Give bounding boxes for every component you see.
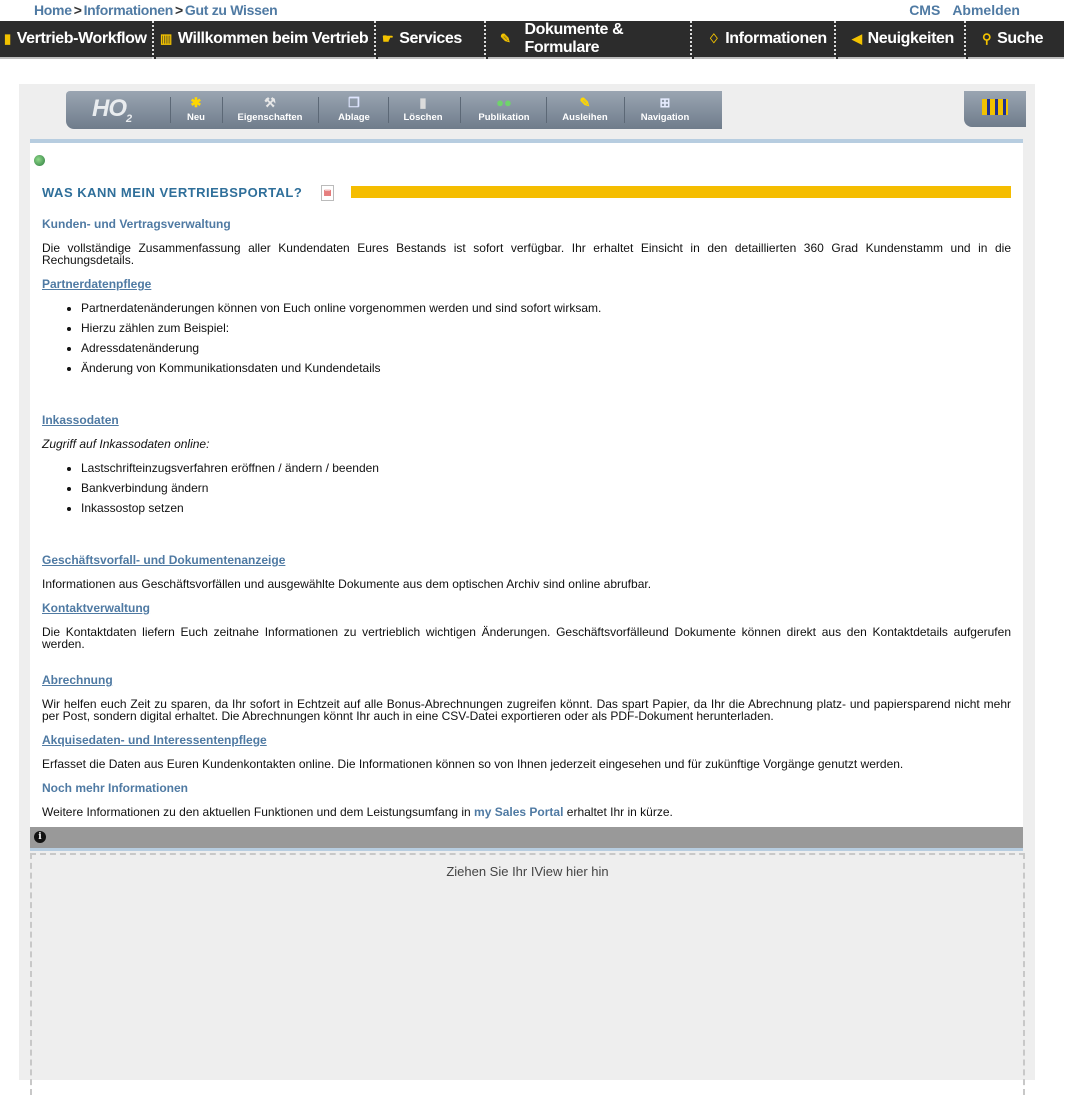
thumbs-up-icon: ☛ bbox=[382, 31, 394, 46]
breadcrumb-home[interactable]: Home bbox=[34, 2, 72, 18]
search-icon: ⚲ bbox=[982, 31, 992, 46]
content-panel bbox=[19, 84, 1035, 1080]
tool-loeschen[interactable] bbox=[396, 94, 450, 123]
nav-welcome[interactable] bbox=[156, 21, 374, 59]
language-button[interactable] bbox=[964, 91, 1026, 127]
info-bar bbox=[30, 827, 1023, 851]
editor-toolbar bbox=[66, 91, 722, 129]
my-sales-portal-link[interactable]: my Sales Portal bbox=[474, 805, 564, 819]
nav-search-label: Suche bbox=[997, 30, 1044, 47]
section-text: Wir helfen euch Zeit zu sparen, da Ihr sofort in Echtzeit auf alle Bonus-Abrechnungen zugreifen könnt. Das spart Papier, da Ihr die Abrechnung platz- und papiersparend nicht mehr per Post, sondern digital erhaltet. Die Abrechnungen könnt Ihr auch in eine CSV-Datei exportieren oder als PDF-Dokument herunterladen. bbox=[42, 697, 1011, 723]
toolbar-divider bbox=[460, 97, 461, 123]
properties-icon: ⚒ bbox=[264, 95, 276, 110]
nav-news[interactable] bbox=[838, 21, 964, 59]
logo-text: HO bbox=[92, 95, 126, 122]
section-heading: Noch mehr Informationen bbox=[42, 781, 189, 795]
section-link[interactable]: Abrechnung bbox=[42, 673, 113, 687]
section-text: Erfasset die Daten aus Euren Kundenkontakten online. Die Informationen können so von Ihnen jederzeit eingesehen und für zukünftige Vorgänge genutzt werden. bbox=[42, 757, 904, 771]
tool-publikation-label: Publikation bbox=[478, 112, 530, 123]
section-link[interactable]: Geschäftsvorfall- und Dokumentenanzeige bbox=[42, 553, 286, 567]
tool-navigation-label: Navigation bbox=[640, 112, 690, 123]
section-link[interactable]: Akquisedaten- und Interessentenpflege bbox=[42, 733, 267, 747]
tool-eigenschaften-label: Eigenschaften bbox=[237, 112, 303, 123]
globe-icon[interactable] bbox=[34, 155, 45, 166]
ho2-logo bbox=[92, 95, 131, 125]
breadcrumb-separator: > bbox=[73, 2, 82, 18]
cms-link[interactable]: CMS bbox=[909, 2, 941, 18]
bullet-list bbox=[68, 298, 601, 378]
tool-navigation[interactable] bbox=[632, 94, 698, 123]
nav-welcome-label: Willkommen beim Vertrieb bbox=[177, 30, 369, 47]
tool-neu[interactable] bbox=[176, 94, 216, 123]
new-icon: ✱ bbox=[190, 95, 202, 110]
building-icon: ▥ bbox=[160, 31, 172, 46]
nav-news-label: Neuigkeiten bbox=[867, 30, 954, 47]
logo-subscript: 2 bbox=[126, 112, 132, 125]
title-accent-bar bbox=[351, 186, 1011, 198]
list-item: • Bankverbindung ändern bbox=[81, 478, 379, 498]
list-item: • Partnerdatenänderungen können von Euch online vorgenommen werden und sind sofort wirksam. bbox=[81, 298, 601, 318]
dropzone-label: Ziehen Sie Ihr IView hier hin bbox=[446, 864, 609, 879]
lend-icon: ✎ bbox=[579, 95, 591, 110]
breadcrumb bbox=[34, 2, 277, 18]
workflow-icon: ▮ bbox=[4, 31, 11, 46]
pdf-icon[interactable]: ▤ bbox=[321, 185, 334, 201]
flag-icon bbox=[982, 99, 1008, 115]
toolbar-divider bbox=[546, 97, 547, 123]
tool-loeschen-label: Löschen bbox=[403, 112, 443, 123]
tool-ablage-label: Ablage bbox=[338, 112, 370, 123]
tool-neu-label: Neu bbox=[187, 112, 205, 123]
list-item: • Adressdatenänderung bbox=[81, 338, 601, 358]
article-content bbox=[30, 139, 1023, 832]
iview-dropzone[interactable] bbox=[30, 853, 1025, 1095]
tool-ausleihen[interactable] bbox=[554, 94, 616, 123]
section-link[interactable]: Inkassodaten bbox=[42, 413, 119, 427]
section-text: Die Kontaktdaten liefern Euch zeitnahe Informationen zu vertrieblich wichtigen Änderungen. Geschäftsvorfälleund Dokumente können direkt aus den Kontaktdetails aufgerufen werden. bbox=[42, 625, 1011, 651]
nav-services[interactable] bbox=[378, 21, 484, 59]
tool-eigenschaften[interactable] bbox=[226, 94, 314, 123]
lightbulb-icon: ♢ bbox=[708, 31, 720, 46]
tool-publikation[interactable] bbox=[466, 94, 542, 123]
nav-docs[interactable] bbox=[488, 21, 690, 59]
nav-services-label: Services bbox=[399, 30, 462, 47]
toolbar-divider bbox=[624, 97, 625, 123]
page-title: WAS KANN MEIN VERTRIEBSPORTAL? bbox=[42, 185, 303, 200]
nav-workflow[interactable] bbox=[0, 21, 152, 59]
logout-link[interactable]: Abmelden bbox=[952, 2, 1020, 18]
breadcrumb-current[interactable]: Gut zu Wissen bbox=[184, 2, 278, 18]
section-link[interactable]: Kontaktverwaltung bbox=[42, 601, 151, 615]
section-intro: Zugriff auf Inkassodaten online: bbox=[42, 437, 210, 451]
toolbar-divider bbox=[222, 97, 223, 123]
clipboard-icon: ❐ bbox=[348, 95, 360, 110]
trash-icon: ▮ bbox=[419, 95, 427, 110]
breadcrumb-separator: > bbox=[175, 2, 183, 18]
toolbar-divider bbox=[170, 97, 171, 123]
breadcrumb-info[interactable]: Informationen bbox=[83, 2, 174, 18]
top-links bbox=[897, 2, 1020, 18]
main-nav bbox=[0, 21, 1067, 59]
text-fragment: Weitere Informationen zu den aktuellen Funktionen und dem Leistungsumfang in bbox=[42, 805, 475, 819]
top-bar bbox=[0, 0, 1067, 21]
pen-icon: ✎ bbox=[500, 31, 511, 46]
nav-info[interactable] bbox=[694, 21, 834, 59]
text-fragment: erhaltet Ihr in kürze. bbox=[563, 805, 673, 819]
list-item: • Hierzu zählen zum Beispiel: bbox=[81, 318, 601, 338]
tool-ausleihen-label: Ausleihen bbox=[562, 112, 608, 123]
list-item: • Inkassostop setzen bbox=[81, 498, 379, 518]
publish-icon: ●● bbox=[496, 95, 512, 110]
toolbar-divider bbox=[318, 97, 319, 123]
megaphone-icon: ◀ bbox=[852, 31, 862, 46]
list-item: • Änderung von Kommunikationsdaten und Kundendetails bbox=[81, 358, 601, 378]
bullet-list bbox=[68, 458, 379, 518]
nav-info-label: Informationen bbox=[725, 30, 827, 47]
sitemap-icon: ⊞ bbox=[659, 95, 671, 110]
section-text: Die vollständige Zusammenfassung aller Kundendaten Eures Bestands ist sofort verfügbar. Ihr erhaltet Einsicht in den detaillierten 360 Grad Kundenstamm und in die Rechungsdetails. bbox=[42, 241, 1011, 267]
section-text bbox=[42, 805, 1011, 819]
info-icon[interactable]: i bbox=[34, 831, 46, 843]
section-text: Informationen aus Geschäftsvorfällen und ausgewählte Dokumente aus dem optischen Archiv sind online abrufbar. bbox=[42, 577, 652, 591]
nav-workflow-label: Vertrieb-Workflow bbox=[16, 30, 147, 47]
section-link[interactable]: Partnerdatenpflege bbox=[42, 277, 152, 291]
toolbar-divider bbox=[388, 97, 389, 123]
tool-ablage[interactable] bbox=[324, 94, 384, 123]
list-item: • Lastschrifteinzugsverfahren eröffnen / ändern / beenden bbox=[81, 458, 379, 478]
section-heading: Kunden- und Vertragsverwaltung bbox=[42, 217, 231, 231]
nav-docs-label: Dokumente & Formulare bbox=[524, 21, 624, 56]
nav-search[interactable] bbox=[968, 21, 1064, 59]
